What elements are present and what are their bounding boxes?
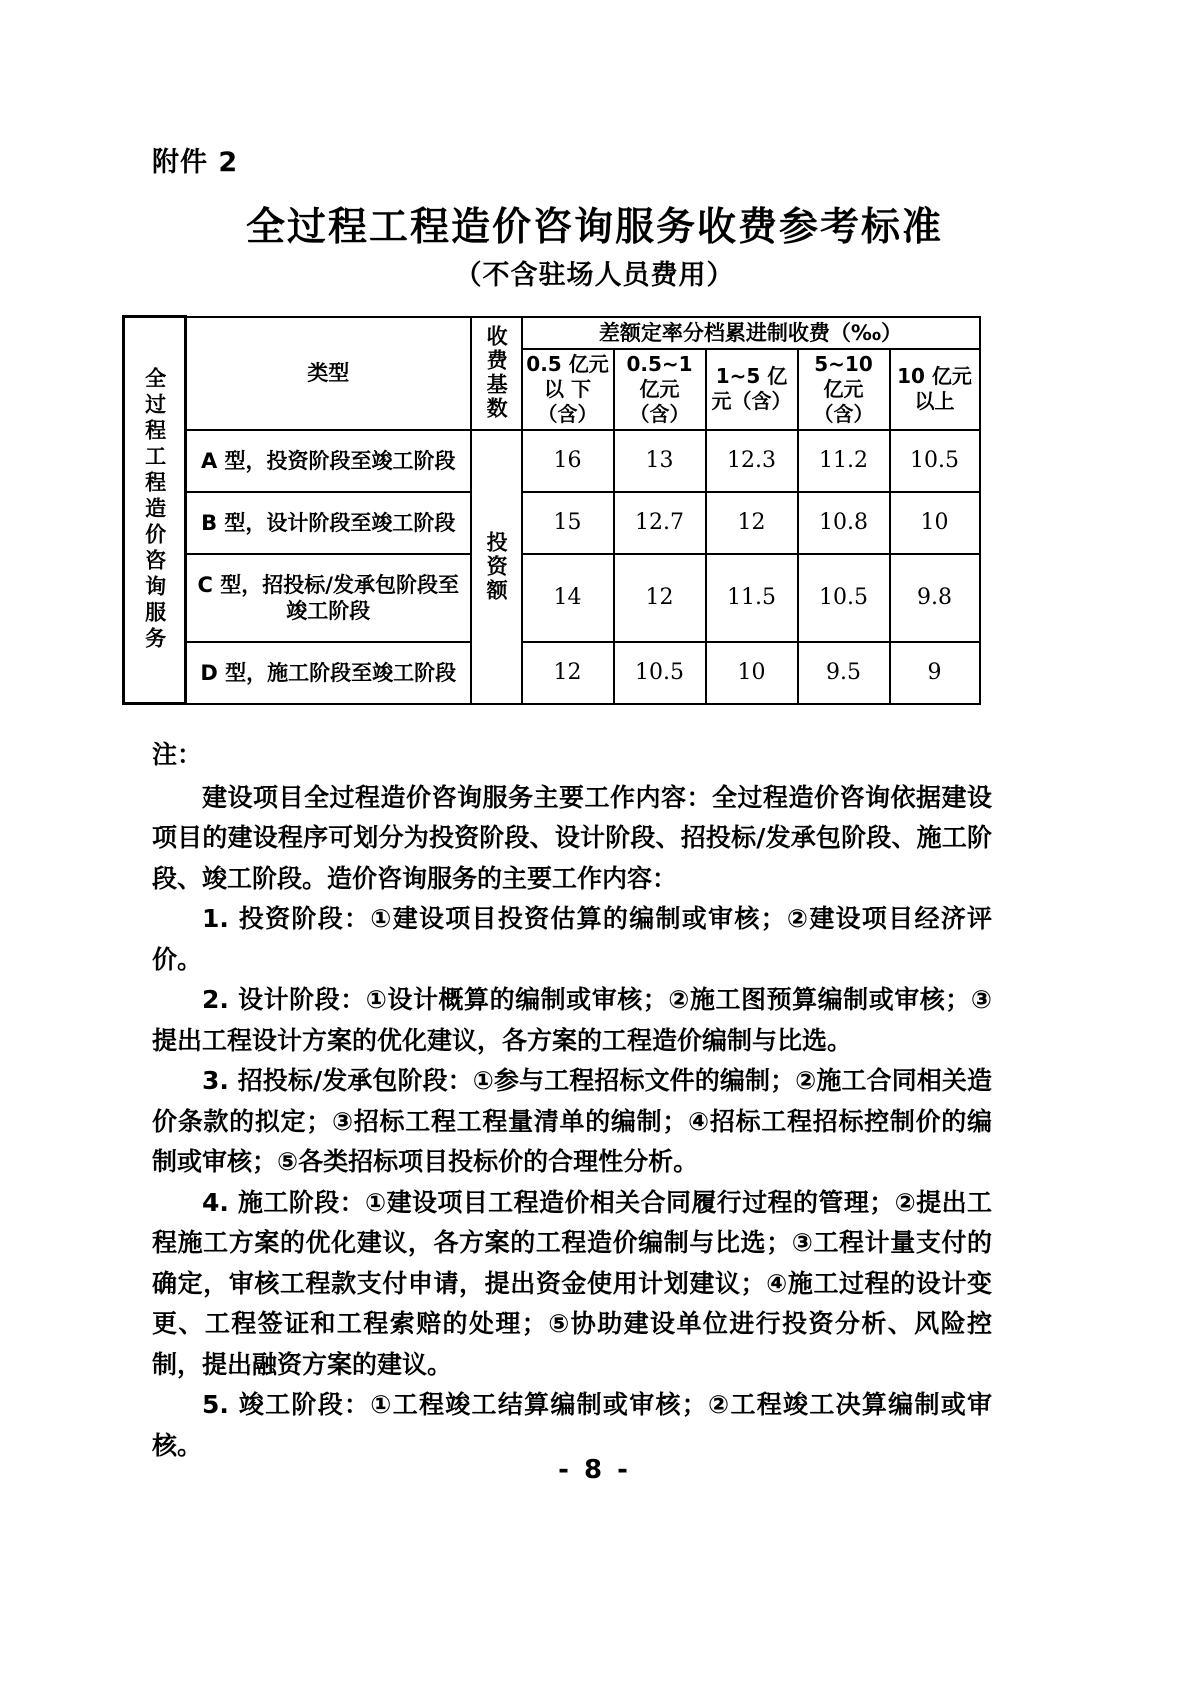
cell-a-5: 10.5 <box>890 430 980 492</box>
table-row <box>124 492 980 554</box>
row-type-d: D 型，施工阶段至竣工阶段 <box>186 642 471 704</box>
table-row <box>124 642 980 704</box>
bracket-header-5: 10 亿元以上 <box>890 349 980 430</box>
cell-b-3: 12 <box>706 492 798 554</box>
cell-b-1: 15 <box>522 492 614 554</box>
note-paragraph-4: 4. 施工阶段：①建设项目工程造价相关合同履行过程的管理；②提出工程施工方案的优化建议，各方案的工程造价编制与比选；③工程计量支付的确定，审核工程款支付申请，提出资金使用计划建议；④施工过程的设计变更、工程签证和工程索赔的处理；⑤协助建设单位进行投资分析、风险控制，提出融资方案的建议。 <box>152 1187 992 1379</box>
page-title: 全过程工程造价咨询服务收费参考标准 <box>245 205 943 250</box>
bracket-header-1: 0.5 亿元 以 下（含） <box>522 349 614 430</box>
cell-d-1: 12 <box>522 642 614 704</box>
notes-heading: 注： <box>152 740 203 769</box>
cell-b-4: 10.8 <box>798 492 890 554</box>
page-number: - 8 - <box>558 1455 631 1485</box>
row-group-label: 全过程工程造价咨询服务 <box>124 317 186 704</box>
bracket-header-2: 0.5~1 亿元（含） <box>614 349 706 430</box>
note-paragraph-0: 建设项目全过程造价咨询服务主要工作内容：全过程造价咨询依据建设项目的建设程序可划分为投资阶段、设计阶段、招投标/发承包阶段、施工阶段、竣工阶段。造价咨询服务的主要工作内容： <box>152 782 992 893</box>
table-header-row-1 <box>124 317 980 349</box>
cell-b-5: 10 <box>890 492 980 554</box>
page-subtitle: （不含驻场人员费用） <box>454 260 735 291</box>
cell-c-4: 10.5 <box>798 554 890 642</box>
cell-d-2: 10.5 <box>614 642 706 704</box>
cell-c-3: 11.5 <box>706 554 798 642</box>
col-header-type: 类型 <box>186 317 471 430</box>
table-row <box>124 554 980 642</box>
cell-a-3: 12.3 <box>706 430 798 492</box>
cell-d-5: 9 <box>890 642 980 704</box>
bracket-header-3: 1~5 亿元（含） <box>706 349 798 430</box>
col-header-brackets: 差额定率分档累进制收费（‰） <box>522 317 980 349</box>
fee-table <box>122 315 981 705</box>
cell-a-4: 11.2 <box>798 430 890 492</box>
cell-b-2: 12.7 <box>614 492 706 554</box>
table-row <box>124 430 980 492</box>
bracket-header-4: 5~10 亿元（含） <box>798 349 890 430</box>
note-paragraph-1: 1. 投资阶段：①建设项目投资估算的编制或审核；②建设项目经济评价。 <box>152 904 992 974</box>
note-paragraph-3: 3. 招投标/发承包阶段：①参与工程招标文件的编制；②施工合同相关造价条款的拟定；③招标工程工程量清单的编制；④招标工程招标控制价的编制或审核；⑤各类招标项目投标价的合理性分析。 <box>152 1066 992 1176</box>
base-value: 投资额 <box>471 430 522 704</box>
cell-a-2: 13 <box>614 430 706 492</box>
note-paragraph-2: 2. 设计阶段：①设计概算的编制或审核；②施工图预算编制或审核；③提出工程设计方案的优化建议，各方案的工程造价编制与比选。 <box>152 985 992 1055</box>
note-paragraph-5: 5. 竣工阶段：①工程竣工结算编制或审核；②工程竣工决算编制或审核。 <box>152 1390 992 1460</box>
row-type-b: B 型，设计阶段至竣工阶段 <box>186 492 471 554</box>
cell-c-2: 12 <box>614 554 706 642</box>
row-type-c: C 型，招投标/发承包阶段至竣工阶段 <box>186 554 471 642</box>
cell-c-1: 14 <box>522 554 614 642</box>
col-header-base: 收费基数 <box>471 317 522 430</box>
cell-a-1: 16 <box>522 430 614 492</box>
cell-c-5: 9.8 <box>890 554 980 642</box>
cell-d-4: 9.5 <box>798 642 890 704</box>
attachment-label: 附件 2 <box>152 147 239 178</box>
row-type-a: A 型，投资阶段至竣工阶段 <box>186 430 471 492</box>
cell-d-3: 10 <box>706 642 798 704</box>
notes-section <box>152 735 992 1466</box>
fee-table-container <box>122 315 978 705</box>
